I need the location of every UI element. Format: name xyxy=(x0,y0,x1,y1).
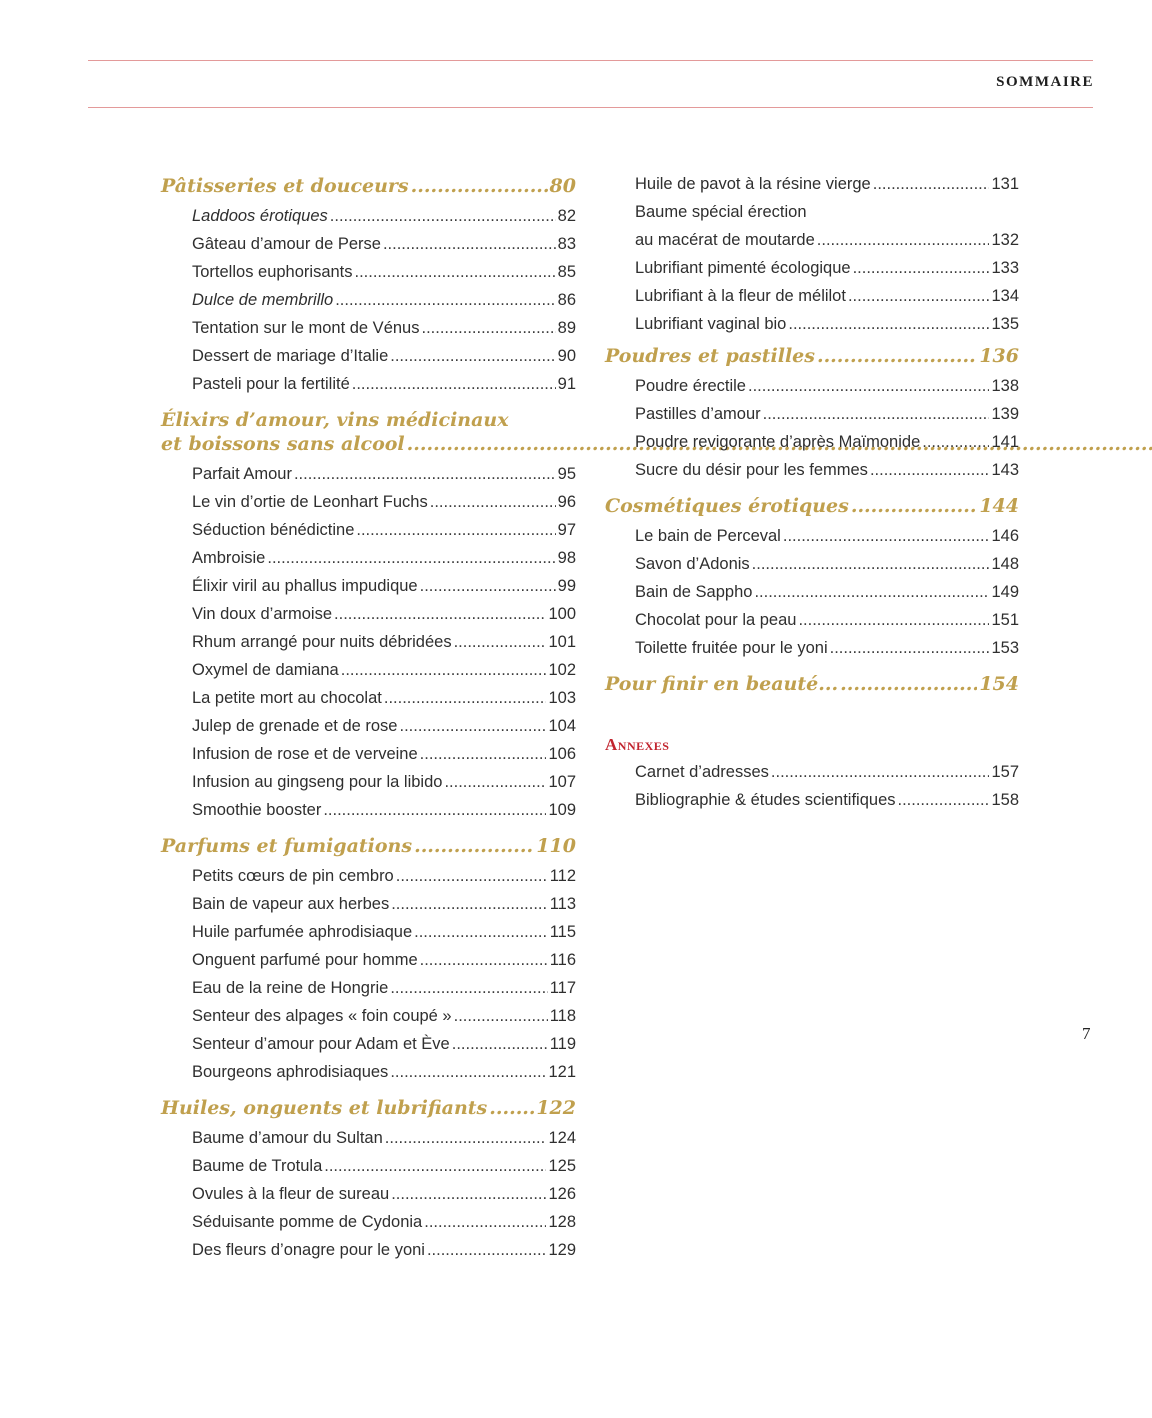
toc-section xyxy=(161,174,576,398)
entry-page: 104 xyxy=(548,717,576,735)
entry-title: Pasteli pour la fertilité xyxy=(192,375,350,393)
entry-page: 90 xyxy=(557,347,576,365)
toc-entry[interactable] xyxy=(161,600,576,628)
entry-page: 109 xyxy=(548,801,576,819)
entry-title: Dessert de mariage d’Italie xyxy=(192,347,389,365)
toc-continued xyxy=(605,170,1019,338)
entry-page: 89 xyxy=(557,319,576,337)
toc-entry[interactable] xyxy=(161,516,576,544)
dot-leader xyxy=(817,344,977,368)
entry-title: Bain de Sappho xyxy=(635,583,753,601)
entry-title: Poudre érectile xyxy=(635,377,746,395)
entry-title: Lubrifiant pimenté écologique xyxy=(635,259,851,277)
toc-entry[interactable] xyxy=(605,456,1019,484)
toc-entry[interactable] xyxy=(161,258,576,286)
toc-section xyxy=(605,672,1019,696)
toc-entry[interactable] xyxy=(605,372,1019,400)
toc-entry[interactable] xyxy=(605,400,1019,428)
entry-page: 112 xyxy=(549,867,576,885)
dot-leader xyxy=(873,170,990,198)
dot-leader xyxy=(356,516,555,544)
section-page: 122 xyxy=(536,1097,576,1119)
entry-title: Savon d’Adonis xyxy=(635,555,750,573)
entry-title: Sucre du désir pour les femmes xyxy=(635,461,868,479)
section-title[interactable]: Pâtisseries et douceurs ..... 80 xyxy=(161,174,576,198)
toc-entry[interactable] xyxy=(605,634,1019,662)
dot-leader xyxy=(335,286,555,314)
section-page: 110 xyxy=(536,835,576,857)
entry-title: Lubrifiant à la fleur de mélilot xyxy=(635,287,846,305)
entry-page: 125 xyxy=(548,1157,576,1175)
toc-left-column xyxy=(161,170,576,1274)
section-title[interactable]: Cosmétiques érotiques ..... 144 xyxy=(605,494,1019,518)
entry-page: 126 xyxy=(548,1185,576,1203)
section-title[interactable]: Poudres et pastilles ..... 136 xyxy=(605,344,1019,368)
dot-leader xyxy=(853,254,990,282)
section-title[interactable]: Élixirs d’amour, vins médicinaux et boissons sans alcool ..... xyxy=(161,408,576,456)
toc-entry[interactable] xyxy=(161,370,576,398)
entry-title: Bourgeons aphrodisiaques xyxy=(192,1063,389,1081)
dot-leader xyxy=(840,672,977,696)
entry-title: Huile de pavot à la résine vierge xyxy=(635,175,871,193)
entry-page: 132 xyxy=(991,231,1019,249)
entry-title: Le vin d’ortie de Leonhart Fuchs xyxy=(192,493,428,511)
toc-entry[interactable] xyxy=(605,310,1019,338)
toc-entry[interactable] xyxy=(161,768,576,796)
entry-title: Vin doux d’armoise xyxy=(192,605,333,623)
toc-entry[interactable] xyxy=(605,428,1019,456)
entry-title: Eau de la reine de Hongrie xyxy=(192,979,389,997)
entry-title: Toilette fruitée pour le yoni xyxy=(635,639,828,657)
entry-title: Bain de vapeur aux herbes xyxy=(192,895,390,913)
toc-right-column xyxy=(605,170,1019,814)
dot-leader xyxy=(334,600,546,628)
entry-title: Chocolat pour la peau xyxy=(635,611,797,629)
dot-leader xyxy=(420,572,556,600)
toc-entry[interactable] xyxy=(161,796,576,824)
section-page: 154 xyxy=(979,673,1019,695)
dot-leader xyxy=(414,918,548,946)
dot-leader xyxy=(355,258,556,286)
toc-entry[interactable] xyxy=(605,282,1019,310)
dot-leader xyxy=(489,1096,534,1120)
entry-page: 131 xyxy=(991,175,1019,193)
toc-entry[interactable] xyxy=(605,758,1019,786)
dot-leader xyxy=(922,428,989,456)
dot-leader xyxy=(748,372,989,400)
entry-page: 129 xyxy=(548,1241,576,1259)
entry-title: Tentation sur le mont de Vénus xyxy=(192,319,420,337)
toc-entry[interactable] xyxy=(161,314,576,342)
toc-entry[interactable] xyxy=(161,890,576,918)
entry-page: 158 xyxy=(991,791,1019,809)
entry-title: Infusion au gingseng pour la libido xyxy=(192,773,443,791)
dot-leader xyxy=(788,310,989,338)
dot-leader xyxy=(427,1236,547,1264)
dot-leader xyxy=(830,634,990,662)
toc-entry[interactable] xyxy=(605,550,1019,578)
toc-entry[interactable] xyxy=(161,460,576,488)
entry-page: 99 xyxy=(557,577,576,595)
entry-title: La petite mort au chocolat xyxy=(192,689,382,707)
section-page: 136 xyxy=(979,345,1019,367)
entry-page: 135 xyxy=(991,315,1019,333)
dot-leader xyxy=(411,174,548,198)
entry-page: 146 xyxy=(991,527,1019,545)
dot-leader xyxy=(390,342,555,370)
running-head: SOMMAIRE xyxy=(996,74,1094,90)
toc-entry[interactable] xyxy=(161,712,576,740)
entry-page: 107 xyxy=(548,773,576,791)
toc-entry[interactable] xyxy=(161,1236,576,1264)
toc-entry[interactable] xyxy=(605,254,1019,282)
toc-entry[interactable] xyxy=(161,918,576,946)
entry-title-line1: Baume spécial érection xyxy=(635,203,807,221)
dot-leader xyxy=(391,890,547,918)
entry-title: Gâteau d’amour de Perse xyxy=(192,235,381,253)
entry-page: 95 xyxy=(557,465,576,483)
toc-entry[interactable] xyxy=(161,572,576,600)
entry-title: Élixir viril au phallus impudique xyxy=(192,577,418,595)
toc-section xyxy=(161,408,576,824)
section-page: 80 xyxy=(549,175,576,197)
entry-title: Senteur d’amour pour Adam et Ève xyxy=(192,1035,450,1053)
dot-leader xyxy=(452,1030,548,1058)
dot-leader xyxy=(323,796,546,824)
dot-leader xyxy=(396,862,548,890)
toc-entry[interactable] xyxy=(605,606,1019,634)
dot-leader xyxy=(444,768,546,796)
dot-leader xyxy=(424,1208,546,1236)
entry-page: 133 xyxy=(991,259,1019,277)
toc-entry[interactable] xyxy=(161,740,576,768)
entry-title: Bibliographie & études scientifiques xyxy=(635,791,896,809)
dot-leader xyxy=(454,628,547,656)
entry-page: 85 xyxy=(557,263,576,281)
entry-page: 119 xyxy=(549,1035,576,1053)
dot-leader xyxy=(390,974,547,1002)
dot-leader xyxy=(430,488,556,516)
toc-entry[interactable] xyxy=(605,578,1019,606)
entry-page: 96 xyxy=(557,493,576,511)
entry-page: 117 xyxy=(549,979,576,997)
dot-leader xyxy=(390,1058,546,1086)
dot-leader xyxy=(330,202,556,230)
dot-leader xyxy=(771,758,990,786)
toc-entry[interactable] xyxy=(605,198,1019,254)
toc-entry[interactable] xyxy=(161,230,576,258)
entry-page: 153 xyxy=(991,639,1019,657)
toc-entry[interactable] xyxy=(605,786,1019,814)
dot-leader xyxy=(752,550,990,578)
entry-title: Baume de Trotula xyxy=(192,1157,323,1175)
entry-page: 143 xyxy=(991,461,1019,479)
page-number: 7 xyxy=(1082,1024,1091,1043)
toc-entry[interactable] xyxy=(161,1124,576,1152)
toc-entry[interactable] xyxy=(161,1152,576,1180)
entry-title: Dulce de membrillo xyxy=(192,291,334,309)
entry-title: Julep de grenade et de rose xyxy=(192,717,398,735)
entry-page: 151 xyxy=(991,611,1019,629)
entry-page: 148 xyxy=(991,555,1019,573)
dot-leader xyxy=(414,834,534,858)
dot-leader xyxy=(754,578,989,606)
entry-page: 97 xyxy=(557,521,576,539)
dot-leader xyxy=(870,456,990,484)
entry-page: 101 xyxy=(548,633,576,651)
entry-title: Poudre revigorante d’après Maïmonide xyxy=(635,433,921,451)
dot-leader xyxy=(391,1180,546,1208)
toc-entry[interactable] xyxy=(605,522,1019,550)
entry-page: 106 xyxy=(548,745,576,763)
entry-page: 113 xyxy=(549,895,576,913)
entry-page: 86 xyxy=(557,291,576,309)
entry-title: Baume d’amour du Sultan xyxy=(192,1129,383,1147)
entry-title: Ovules à la fleur de sureau xyxy=(192,1185,390,1203)
entry-page: 134 xyxy=(991,287,1019,305)
toc-section xyxy=(161,1096,576,1264)
toc-entry[interactable] xyxy=(161,628,576,656)
entry-title: Infusion de rose et de verveine xyxy=(192,745,418,763)
entry-title: Ambroisie xyxy=(192,549,266,567)
toc-entry[interactable] xyxy=(161,656,576,684)
dot-leader xyxy=(341,656,547,684)
toc-entry[interactable] xyxy=(161,1030,576,1058)
dot-leader xyxy=(783,522,990,550)
entry-page: 103 xyxy=(548,689,576,707)
dot-leader xyxy=(400,712,547,740)
toc-entry[interactable] xyxy=(161,342,576,370)
toc-section xyxy=(605,494,1019,662)
entry-title: Oxymel de damiana xyxy=(192,661,339,679)
entry-title: Huile parfumée aphrodisiaque xyxy=(192,923,413,941)
annexes-heading: Annexes xyxy=(605,735,670,754)
dot-leader xyxy=(817,226,990,254)
dot-leader xyxy=(385,1124,547,1152)
entry-page: 91 xyxy=(557,375,576,393)
toc-entry[interactable] xyxy=(161,1180,576,1208)
toc-entry[interactable] xyxy=(161,1208,576,1236)
entry-page: 102 xyxy=(548,661,576,679)
entry-page: 139 xyxy=(991,405,1019,423)
toc-entry[interactable] xyxy=(161,544,576,572)
toc-entry[interactable] xyxy=(605,170,1019,198)
entry-page: 124 xyxy=(548,1129,576,1147)
entry-title: Onguent parfumé pour homme xyxy=(192,951,418,969)
dot-leader xyxy=(454,1002,548,1030)
toc-section xyxy=(161,834,576,1086)
entry-title: Petits cœurs de pin cembro xyxy=(192,867,394,885)
dot-leader xyxy=(294,460,556,488)
entry-title: Carnet d’adresses xyxy=(635,763,769,781)
entry-page: 141 xyxy=(991,433,1019,451)
header-rule xyxy=(88,107,1093,108)
dot-leader xyxy=(267,544,555,572)
entry-title: Parfait Amour xyxy=(192,465,292,483)
entry-title: Le bain de Perceval xyxy=(635,527,781,545)
entry-title: Laddoos érotiques xyxy=(192,207,328,225)
toc-entry[interactable] xyxy=(161,286,576,314)
entry-title: Rhum arrangé pour nuits débridées xyxy=(192,633,452,651)
toc-section xyxy=(605,344,1019,484)
dot-leader xyxy=(383,230,556,258)
dot-leader xyxy=(324,1152,546,1180)
toc-entry[interactable] xyxy=(161,488,576,516)
dot-leader xyxy=(851,494,978,518)
toc-entry[interactable] xyxy=(161,684,576,712)
dot-leader xyxy=(420,946,548,974)
section-title[interactable]: Huiles, onguents et lubrifiants ..... 122 xyxy=(161,1096,576,1120)
entry-title: Smoothie booster xyxy=(192,801,322,819)
entry-title: Senteur des alpages « foin coupé » xyxy=(192,1007,452,1025)
entry-title: Séduction bénédictine xyxy=(192,521,355,539)
entry-page: 138 xyxy=(991,377,1019,395)
entry-title-line2: au macérat de moutarde xyxy=(635,231,815,249)
dot-leader xyxy=(763,400,990,428)
entry-page: 98 xyxy=(557,549,576,567)
entry-title: Pastilles d’amour xyxy=(635,405,761,423)
toc-entry[interactable] xyxy=(161,974,576,1002)
entry-page: 128 xyxy=(548,1213,576,1231)
toc-entry[interactable] xyxy=(161,862,576,890)
entry-title: Séduisante pomme de Cydonia xyxy=(192,1213,423,1231)
section-title[interactable]: Parfums et fumigations ..... 110 xyxy=(161,834,576,858)
entry-page: 121 xyxy=(548,1063,576,1081)
toc-entry[interactable] xyxy=(161,1058,576,1086)
entry-page: 100 xyxy=(548,605,576,623)
entry-page: 115 xyxy=(549,923,576,941)
dot-leader xyxy=(848,282,990,310)
entry-page: 157 xyxy=(991,763,1019,781)
entry-page: 82 xyxy=(557,207,576,225)
dot-leader xyxy=(420,740,547,768)
entry-title: Lubrifiant vaginal bio xyxy=(635,315,787,333)
entry-title: Des fleurs d’onagre pour le yoni xyxy=(192,1241,425,1259)
dot-leader xyxy=(421,314,555,342)
toc-entry[interactable] xyxy=(161,202,576,230)
dot-leader xyxy=(898,786,990,814)
entry-page: 118 xyxy=(549,1007,576,1025)
dot-leader xyxy=(352,370,556,398)
entry-title: Tortellos euphorisants xyxy=(192,263,353,281)
top-rule xyxy=(88,60,1093,61)
section-page: 144 xyxy=(979,495,1019,517)
dot-leader xyxy=(384,684,547,712)
dot-leader xyxy=(798,606,989,634)
entry-page: 83 xyxy=(557,235,576,253)
section-title[interactable]: Pour finir en beauté... ..... 154 xyxy=(605,672,1019,696)
entry-page: 116 xyxy=(549,951,576,969)
toc-entry[interactable] xyxy=(161,1002,576,1030)
entry-page: 149 xyxy=(991,583,1019,601)
toc-entry[interactable] xyxy=(161,946,576,974)
